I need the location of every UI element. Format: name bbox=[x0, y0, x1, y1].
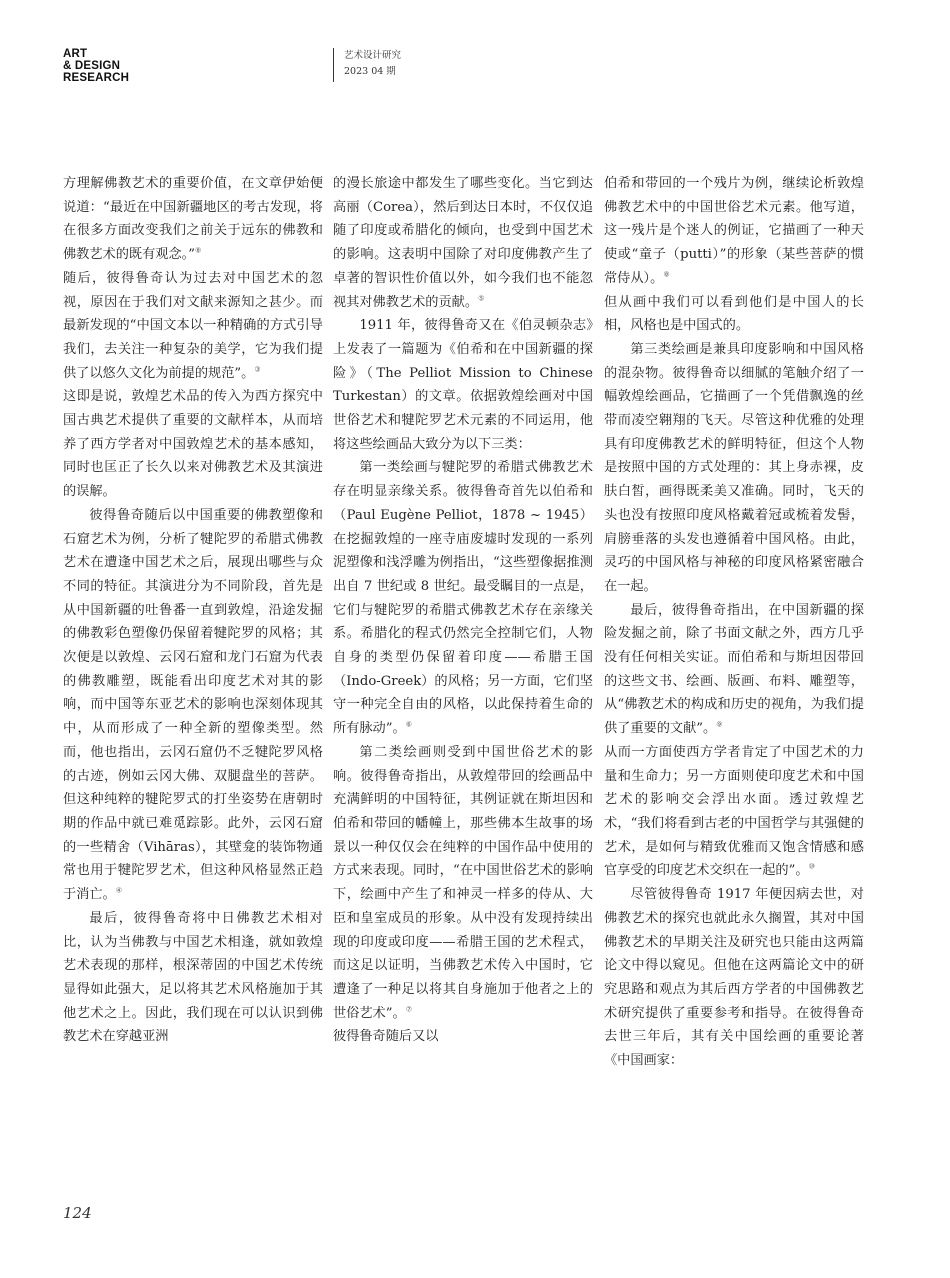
footnote-marker[interactable]: ⑥ bbox=[405, 720, 412, 729]
paragraph bbox=[333, 456, 593, 740]
paragraph-text: 第二类绘画则受到中国世俗艺术的影响。彼得鲁奇指出，从敦煌带回的绘画品中充满鲜明的中国特征，其例证就在斯坦因和伯希和带回的幡幢上，那些佛本生故事的场景以一种仅仅会在纯粹的中国作品中使用的方式来表现。同时，“在中国世俗艺术的影响下，绘画中产生了和神灵一样多的侍从、大臣和皇室成员的形象。从中没有发现持续出现的印度或印度——希腊王国的艺术程式，而这足以证明，当佛教艺术传入中国时，它遭逢了一种足以将其自身施加于他者之上的世俗艺术”。 bbox=[333, 744, 593, 1021]
paragraph bbox=[63, 267, 323, 386]
paragraph bbox=[63, 907, 323, 1049]
paragraph bbox=[63, 385, 323, 504]
paragraph-text: 但从画中我们可以看到他们是中国人的长相，风格也是中国式的。 bbox=[604, 294, 864, 334]
paragraph-text: 这即是说，敦煌艺术品的传入为西方探究中国古典艺术提供了重要的文献样本，从而培养了西方学者对中国敦煌艺术的基本感知，同时也匡正了长久以来对佛教艺术及其演进的误解。 bbox=[63, 389, 323, 500]
footnote-marker[interactable]: ⑤ bbox=[478, 294, 485, 303]
paragraph-text: 伯希和带回的一个残片为例，继续论析敦煌佛教艺术中的中国世俗艺术元素。他写道，这一残片是个迷人的例证，它描画了一种天使或“童子（putti）”的形象（某些菩萨的惯常侍从）。 bbox=[604, 176, 864, 286]
paragraph-text: 第三类绘画是兼具印度影响和中国风格的混杂物。彼得鲁奇以细腻的笔触介绍了一幅敦煌绘画品，它描画了一个凭借飘逸的丝带而凌空翱翔的飞天。尽管这种优雅的处理具有印度佛教艺术的鲜明特征，但这个人物是按照中国的方式处理的：其上身赤裸，皮肤白皙，画得既柔美又准确。同时，飞天的头也没有按照印度风格戴着冠或梳着发髻，肩膀垂落的头发也遵循着中国风格。由此，灵巧的中国风格与神秘的印度风格紧密融合在一起。 bbox=[604, 341, 864, 594]
paragraph bbox=[604, 741, 864, 883]
issue-label: 2023 04 期 bbox=[344, 66, 396, 77]
footnote-marker[interactable]: ④ bbox=[115, 886, 123, 895]
logo-line-3: RESEARCH bbox=[63, 72, 130, 84]
running-header bbox=[333, 48, 401, 82]
journal-title: 艺术设计研究 bbox=[344, 50, 402, 61]
text-column-2 bbox=[333, 172, 593, 1049]
journal-logo bbox=[63, 48, 183, 84]
paragraph bbox=[604, 599, 864, 741]
paragraph-text: 随后，彼得鲁奇认为过去对中国艺术的忽视，原因在于我们对文献来源知之甚少。而最新发现的“中国文本以一种精确的方式引导我们，去关注一种复杂的美学，它为我们提供了以悠久文化为前提的规范”。 bbox=[63, 270, 323, 381]
text-column-3 bbox=[604, 172, 864, 1073]
paragraph-text: 彼得鲁奇随后又以 bbox=[333, 1029, 439, 1045]
footnote-marker[interactable]: ⑧ bbox=[663, 270, 670, 279]
paragraph bbox=[604, 883, 864, 1073]
footnote-marker[interactable]: ⑩ bbox=[808, 863, 815, 871]
paragraph-text: 的漫长旅途中都发生了哪些变化。当它到达高丽（Corea），然后到达日本时，不仅仅追随了印度或希腊化的倾向，也受到中国艺术的影响。这表明中国除了对印度佛教产生了卓著的智识性价值以外，如今我们也不能忽视其对佛教艺术的贡献。 bbox=[333, 176, 593, 310]
footnote-marker[interactable]: ⑦ bbox=[405, 1005, 412, 1014]
paragraph-text: 第一类绘画与犍陀罗的希腊式佛教艺术存在明显亲缘关系。彼得鲁奇首先以伯希和（Paul Eugène Pelliot，1878 ~ 1945）在挖掘敦煌的一座寺庙废墟时发现的一系列泥塑像和浅浮雕为例指出，“这些塑像据推测出自 7 世纪或 8 世纪。最受瞩目的一点是，它们与犍陀罗的希腊式佛教艺术存在亲缘关系。希腊化的程式仍然完全控制它们，人物自身的类型仍保留着印度——希腊王国（Indo-Greek）的风格；另一方面，它们坚守一种完全自由的风格，以此保持着生命的所有脉动”。 bbox=[333, 460, 593, 737]
paragraph bbox=[604, 291, 864, 338]
paragraph-text: 从而一方面使西方学者肯定了中国艺术的力量和生命力；另一方面则使印度艺术和中国艺术的影响交会浮出水面。透过敦煌艺术，“我们将看到古老的中国哲学与其强健的艺术，是如何与精致优雅而又饱含情感和感官享受的印度艺术交织在一起的”。 bbox=[604, 744, 864, 879]
paragraph bbox=[604, 338, 864, 599]
paragraph bbox=[333, 1025, 593, 1049]
paragraph bbox=[333, 172, 593, 314]
logo-line-1: ART bbox=[63, 48, 88, 60]
paragraph bbox=[63, 504, 323, 907]
footnote-marker[interactable]: ③ bbox=[254, 365, 261, 374]
page-number: 124 bbox=[63, 1204, 92, 1222]
paragraph bbox=[333, 314, 593, 456]
footnote-marker[interactable]: ⑨ bbox=[716, 720, 723, 729]
footnote-marker[interactable]: ⑧ bbox=[195, 246, 202, 255]
paragraph-text: 1911 年，彼得鲁奇又在《伯灵顿杂志》上发表了一篇题为《伯希和在中国新疆的探险》（The Pelliot Mission to Chinese Turkestan）的文章。依据敦煌绘画对中国世俗艺术和犍陀罗艺术元素的不同运用，他将这些绘画品大致分为以下三类： bbox=[333, 318, 593, 452]
paragraph-text: 方理解佛教艺术的重要价值，在文章伊始便说道：“最近在中国新疆地区的考古发现，将在很多方面改变我们之前关于远东的佛教和佛教艺术的既有观念。” bbox=[63, 176, 323, 263]
paragraph bbox=[63, 172, 323, 267]
paragraph bbox=[604, 172, 864, 291]
paragraph-text: 彼得鲁奇随后以中国重要的佛教塑像和石窟艺术为例，分析了犍陀罗的希腊式佛教艺术在遭逢中国艺术之后，展现出哪些与众不同的特征。其演进分为不同阶段，首先是从中国新疆的吐鲁番一直到敦煌，沿途发掘的佛教彩色塑像仍保留着犍陀罗的风格；其次便是以敦煌、云冈石窟和龙门石窟为代表的佛教雕塑，既能看出印度艺术对其的影响，而中国等东亚艺术的影响也深刻体现其中，从而形成了一种全新的塑像类型。然而，他也指出，云冈石窟仍不乏犍陀罗风格的古迹，例如云冈大佛、双腿盘坐的菩萨。但这种纯粹的犍陀罗式的打坐姿势在唐朝时期的作品中就已难觅踪影。此外，云冈石窟的一些精舍（Vihāras），其壁龛的装饰物通常也用于犍陀罗艺术，但这种风格显然正趋于消亡。 bbox=[63, 507, 323, 903]
paragraph bbox=[333, 741, 593, 1025]
text-column-1 bbox=[63, 172, 323, 1049]
paragraph-text: 最后，彼得鲁奇指出，在中国新疆的探险发掘之前，除了书面文献之外，西方几乎没有任何相关实证。而伯希和与斯坦因带回的这些文书、绘画、版画、布料、雕塑等，从“佛教艺术的构成和历史的视角，为我们提供了重要的文献”。 bbox=[604, 602, 864, 737]
paragraph-text: 尽管彼得鲁奇 1917 年便因病去世，对佛教艺术的探究也就此永久搁置，其对中国佛教艺术的早期关注及研究也只能由这两篇论文中得以窥见。但他在这两篇论文中的研究思路和观点为其后西方学者的中国佛教艺术研究提供了重要参考和指导。在彼得鲁奇去世三年后，其有关中国绘画的重要论著《中国画家： bbox=[604, 887, 864, 1069]
logo-line-2: & DESIGN bbox=[63, 60, 121, 72]
paragraph-text: 最后，彼得鲁奇将中日佛教艺术相对比，认为当佛教与中国艺术相逢，就如敦煌艺术表现的那样，根深蒂固的中国艺术传统显得如此强大，足以将其艺术风格施加于其他艺术之上。因此，我们现在可以认识到佛教艺术在穿越亚洲 bbox=[63, 910, 323, 1045]
